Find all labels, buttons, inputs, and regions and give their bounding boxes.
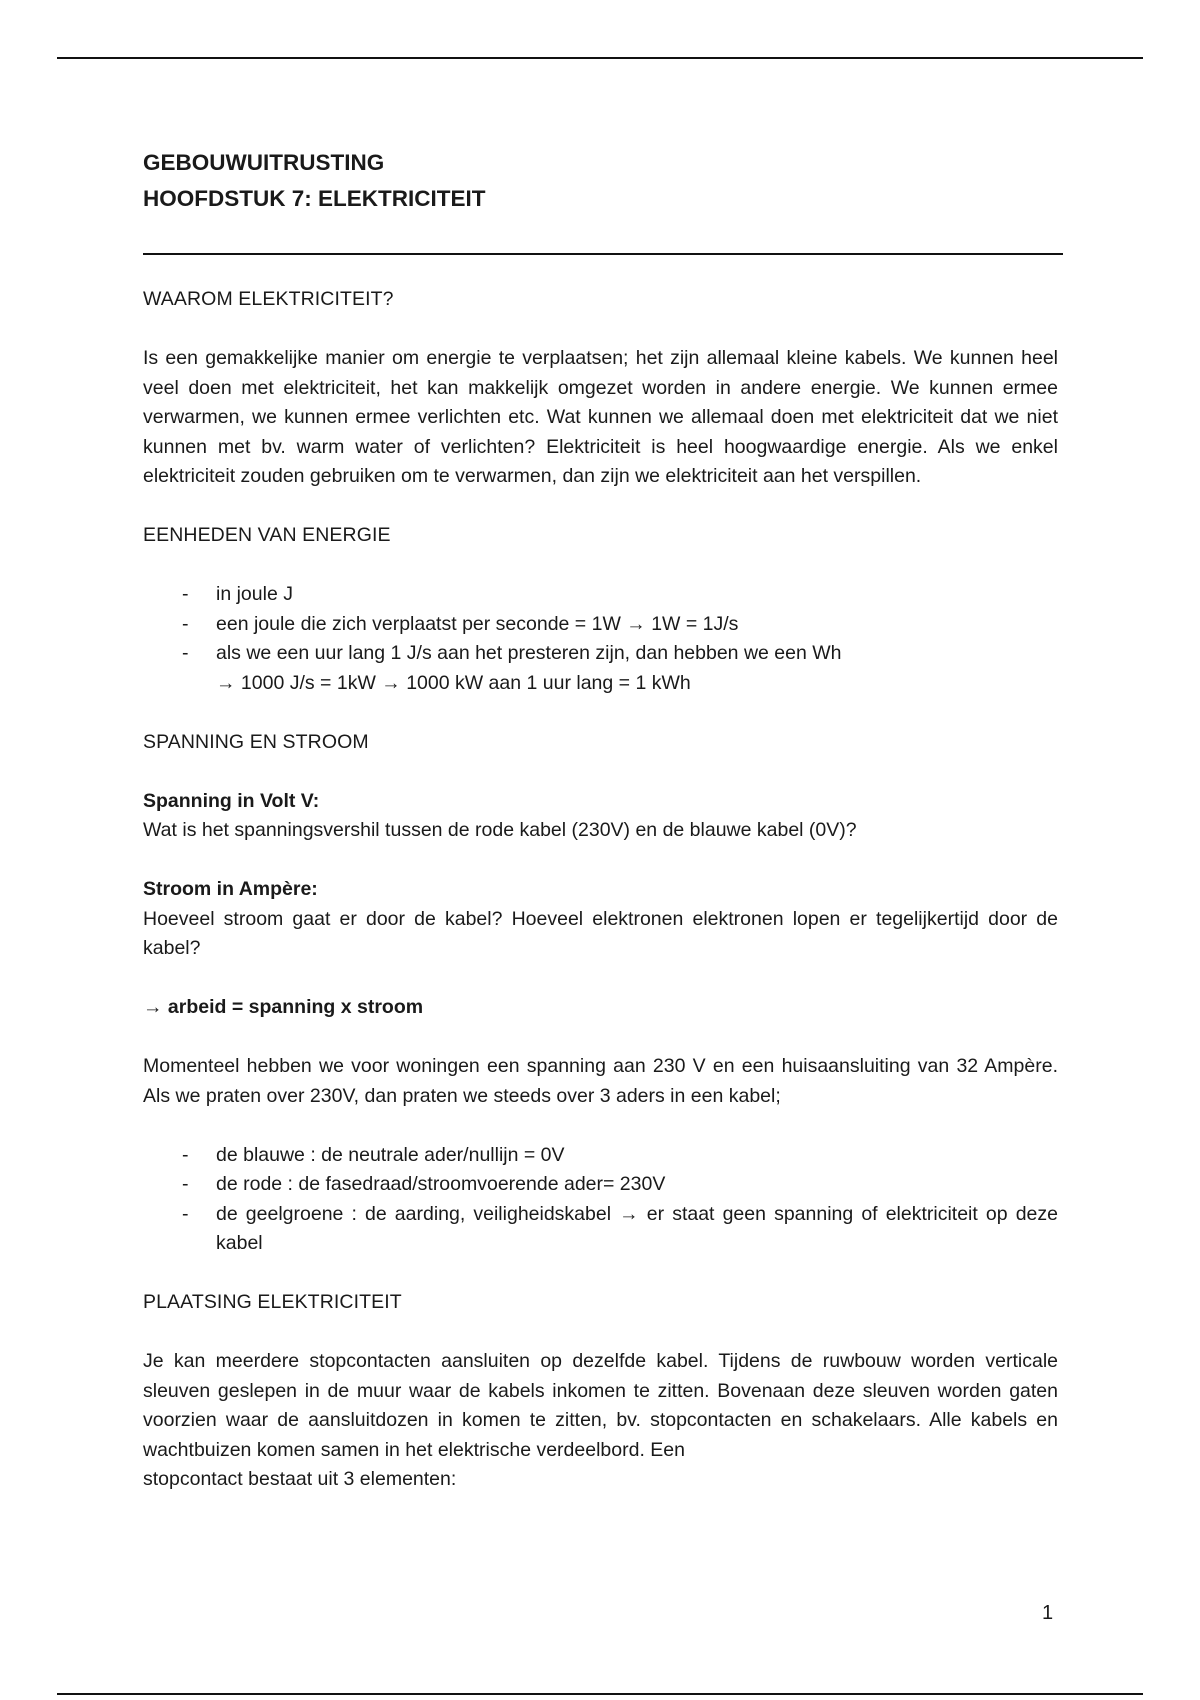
section-heading-spanning: SPANNING EN STROOM [143, 730, 369, 753]
list-item: - de blauwe : de neutrale ader/nullijn = 0V [216, 1141, 1058, 1171]
document-title [143, 145, 1058, 217]
paragraph-plaatsing-main: Je kan meerdere stopcontacten aansluiten op dezelfde kabel. Tijdens de ruwbouw worden verticale sleuven geslepen in de muur waar de kabels inkomen te zitten. Bovenaan deze sleuven worden gaten voorzien waar de aansluitdozen in komen te zitten, bv. stopcontacten en schakelaars. Alle kabels en wachtbuizen komen samen in het elektrische verdeelbord. Een [143, 1350, 1058, 1461]
list-aders [143, 1141, 1058, 1259]
paragraph-huisaansluiting: Momenteel hebben we voor woningen een spanning aan 230 V en een huisaansluiting van 32 Ampère. Als we praten over 230V, dan praten we steeds over 3 aders in een kabel; [143, 1055, 1058, 1107]
section-heading-plaatsing: PLAATSING ELEKTRICITEIT [143, 1291, 402, 1313]
formula-arbeid: → arbeid = spanning x stroom [143, 996, 424, 1018]
paragraph-ampere: Hoeveel stroom gaat er door de kabel? Hoeveel elektronen elektronen lopen er tegelijkertijd door de kabel? [143, 907, 1058, 959]
section-heading-waarom: WAAROM ELEKTRICITEIT? [143, 288, 394, 310]
paragraph-volt: Wat is het spanningsvershil tussen de rode kabel (230V) en de blauwe kabel (0V)? [143, 819, 857, 841]
subheading-ampere: Stroom in Ampère: [143, 878, 318, 900]
list-item: - een joule die zich verplaatst per seconde = 1W → 1W = 1J/s [216, 610, 1058, 640]
page-bottom-rule [57, 1693, 1143, 1695]
list-item: - de geelgroene : de aarding, veiligheidskabel → er staat geen spanning of elektriciteit op deze kabel [216, 1200, 1058, 1259]
list-item: - de rode : de fasedraad/stroomvoerende ader= 230V [216, 1170, 1058, 1200]
list-item-continuation: → 1000 J/s = 1kW → 1000 kW aan 1 uur lang = 1 kWh [216, 671, 691, 694]
paragraph-waarom: Is een gemakkelijke manier om energie te verplaatsen; het zijn allemaal kleine kabels. We kunnen heel veel doen met elektriciteit, het kan makkelijk omgezet worden in andere energie. We kunnen ermee verwarmen, we kunnen ermee verlichten etc. Wat kunnen we allemaal doen met elektriciteit dat we niet kunnen met bv. warm water of verlichten? Elektriciteit is heel hoogwaardige energie. Als we enkel elektriciteit zouden gebruiken om te verwarmen, dan zijn we elektriciteit aan het verspillen. [143, 347, 1058, 487]
list-eenheden [143, 580, 1058, 698]
document-body [143, 145, 1058, 1495]
list-item: - in joule J [216, 580, 1058, 610]
title-line-2: HOOFDSTUK 7: ELEKTRICITEIT [143, 186, 486, 211]
page-top-rule [57, 57, 1143, 59]
list-item [216, 639, 1058, 698]
subheading-volt: Spanning in Volt V: [143, 789, 320, 812]
paragraph-plaatsing-last: stopcontact bestaat uit 3 elementen: [143, 1468, 457, 1490]
section-heading-eenheden: EENHEDEN VAN ENERGIE [143, 524, 391, 546]
title-line-1: GEBOUWUITRUSTING [143, 150, 385, 175]
page-number: 1 [1042, 1602, 1054, 1624]
list-item-text: - als we een uur lang 1 J/s aan het presteren zijn, dan hebben we een Wh [216, 642, 842, 664]
paragraph-plaatsing [143, 1347, 1058, 1495]
